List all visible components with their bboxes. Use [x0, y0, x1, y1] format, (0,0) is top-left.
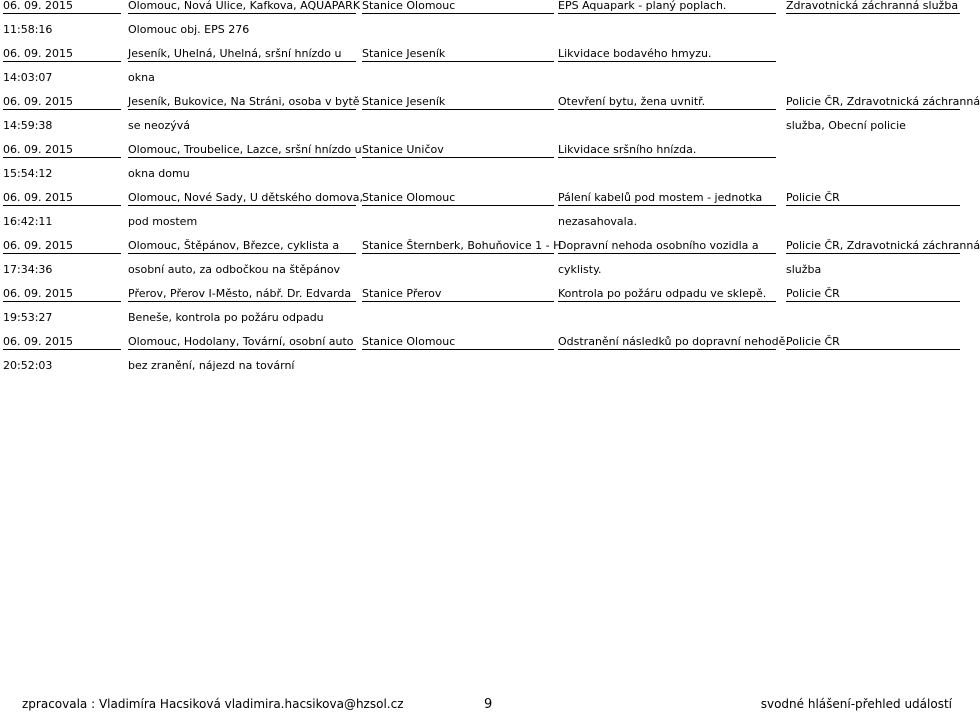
event-description: cyklisty. — [558, 263, 602, 276]
event-description: Likvidace sršního hnízda. — [558, 144, 776, 158]
event-date-time: 15:54:12 — [3, 167, 53, 180]
event-unit: Stanice Olomouc — [362, 336, 554, 350]
event-date-time: 06. 09. 2015 — [3, 0, 121, 14]
row-line — [0, 336, 960, 360]
row-line — [0, 48, 960, 72]
event-cooperation: Policie ČR — [786, 192, 960, 206]
event-location: Olomouc, Nová Ulice, Kafkova, AQUAPARK — [128, 0, 361, 12]
event-location: se neozývá — [128, 119, 190, 132]
row-line — [0, 95, 980, 120]
table-row — [0, 336, 960, 384]
row-line — [0, 264, 960, 288]
event-unit: Stanice Olomouc — [362, 192, 554, 206]
event-date-time: 06. 09. 2015 — [3, 192, 121, 206]
event-description: Otevření bytu, žena uvnitř. — [558, 96, 776, 110]
event-unit: Stanice Šternberk, Bohuňovice 1 - H — [362, 239, 562, 252]
footer-author: zpracovala : Vladimíra Hacsiková vladimira.hacsikova@hzsol.cz — [22, 697, 404, 711]
event-cooperation: Zdravotnická záchranná služba — [786, 0, 959, 12]
table-row — [0, 48, 960, 96]
event-location: Jeseník, Bukovice, Na Stráni, osoba v bytě — [128, 95, 360, 108]
table-row — [0, 144, 960, 192]
event-unit: Stanice Jeseník — [362, 48, 554, 62]
table-row — [0, 0, 960, 48]
event-location: Beneše, kontrola po požáru odpadu — [128, 311, 324, 324]
event-date-time: 20:52:03 — [3, 359, 53, 372]
event-cooperation: služba — [786, 263, 822, 276]
event-description: nezasahovala. — [558, 215, 637, 228]
table-row — [0, 288, 960, 336]
row-line — [0, 312, 960, 336]
event-location: Olomouc, Hodolany, Tovární, osobní auto — [128, 336, 356, 350]
event-date-time: 06. 09. 2015 — [3, 96, 121, 110]
event-description: Dopravní nehoda osobního vozidla a — [558, 240, 776, 254]
row-line — [0, 192, 960, 216]
row-line — [0, 72, 960, 96]
event-date-time: 14:03:07 — [3, 71, 53, 84]
event-cooperation: Policie ČR — [786, 336, 960, 350]
event-date-time: 19:53:27 — [3, 311, 53, 324]
event-location: Olomouc, Štěpánov, Březce, cyklista a — [128, 240, 356, 254]
table-row — [0, 95, 980, 144]
event-cooperation: Policie ČR, Zdravotnická záchranná — [786, 95, 980, 108]
row-line — [0, 0, 960, 24]
event-date-time: 17:34:36 — [3, 263, 53, 276]
event-unit: Stanice Olomouc — [362, 0, 554, 14]
row-line — [0, 168, 960, 192]
event-location: Olomouc obj. EPS 276 — [128, 23, 250, 36]
event-location: Jeseník, Uhelná, Uhelná, sršní hnízdo u — [128, 48, 356, 62]
event-description: Odstranění následků po dopravní nehodě. — [558, 335, 789, 348]
event-description: Likvidace bodavého hmyzu. — [558, 48, 776, 62]
table-row — [0, 192, 960, 240]
event-date-time: 16:42:11 — [3, 215, 53, 228]
event-location: bez zranění, nájezd na tovární — [128, 359, 295, 372]
row-line — [0, 216, 960, 240]
event-date-time: 11:58:16 — [3, 23, 53, 36]
page-number: 9 — [484, 697, 493, 712]
event-date-time: 14:59:38 — [3, 119, 53, 132]
footer-document-title: svodné hlášení-přehled událostí — [760, 697, 952, 711]
event-cooperation: služba, Obecní policie — [786, 119, 906, 132]
event-location: osobní auto, za odbočkou na štěpánov — [128, 263, 341, 276]
event-location: Přerov, Přerov I-Město, nábř. Dr. Edvarda — [128, 288, 356, 302]
event-location: okna domu — [128, 167, 190, 180]
event-cooperation: Policie ČR — [786, 288, 960, 302]
row-line — [0, 24, 960, 48]
event-description: EPS Aquapark - planý poplach. — [558, 0, 776, 14]
event-description: Kontrola po požáru odpadu ve sklepě. — [558, 288, 776, 302]
event-unit: Stanice Uničov — [362, 144, 554, 158]
event-description: Pálení kabelů pod mostem - jednotka — [558, 192, 776, 206]
event-date-time: 06. 09. 2015 — [3, 336, 121, 350]
page-footer — [0, 697, 960, 712]
row-line — [0, 360, 960, 384]
event-location: Olomouc, Nové Sady, U dětského domova, — [128, 191, 364, 204]
event-date-time: 06. 09. 2015 — [3, 240, 121, 254]
table-row — [0, 239, 980, 288]
event-date-time: 06. 09. 2015 — [3, 144, 121, 158]
row-line — [0, 120, 960, 144]
event-location: okna — [128, 71, 155, 84]
event-date-time: 06. 09. 2015 — [3, 48, 121, 62]
event-unit: Stanice Přerov — [362, 288, 554, 302]
event-date-time: 06. 09. 2015 — [3, 288, 121, 302]
event-unit: Stanice Jeseník — [362, 96, 554, 110]
event-location: pod mostem — [128, 215, 198, 228]
event-cooperation: Policie ČR, Zdravotnická záchranná — [786, 239, 980, 252]
row-line — [0, 144, 960, 168]
row-line — [0, 288, 960, 312]
row-line — [0, 239, 980, 264]
event-location: Olomouc, Troubelice, Lazce, sršní hnízdo u — [128, 143, 362, 156]
